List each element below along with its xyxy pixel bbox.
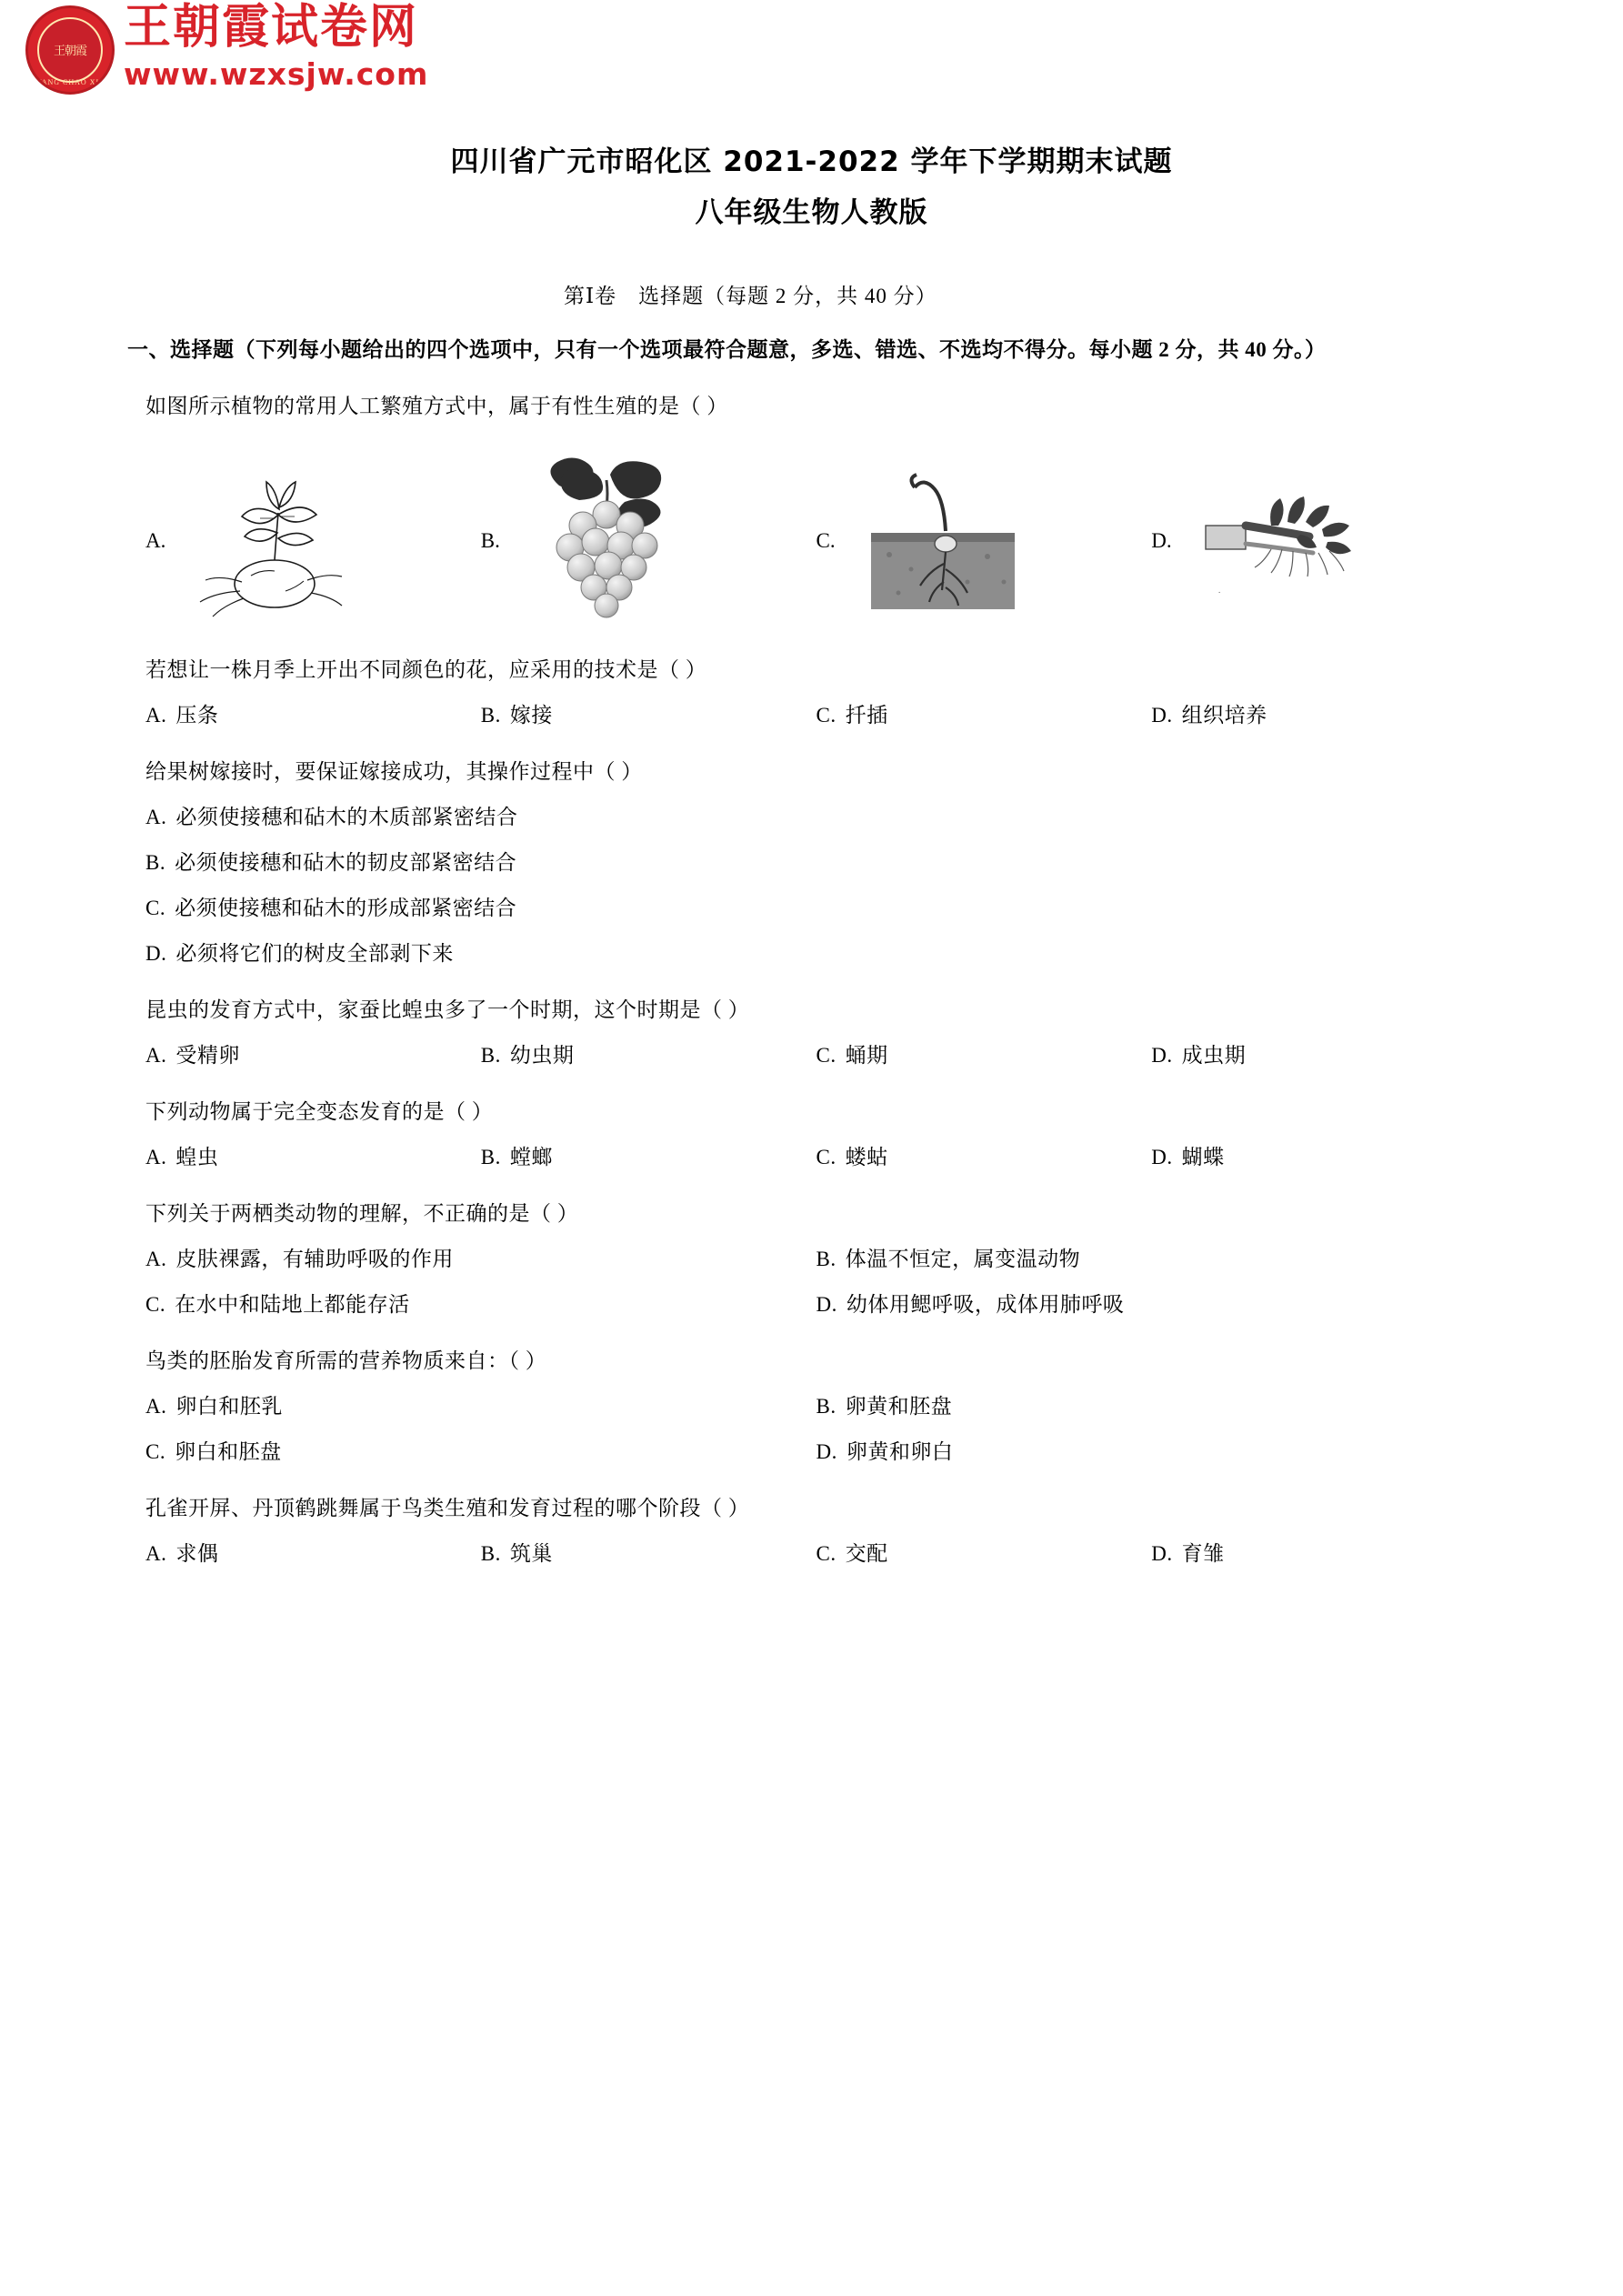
question-stem-6: 下列关于两栖类动物的理解，不正确的是（ ） bbox=[145, 1202, 579, 1225]
option-label: C. bbox=[145, 897, 166, 919]
svg-text:.: . bbox=[1218, 586, 1221, 595]
option-4-b[interactable] bbox=[481, 1033, 817, 1078]
paper-body bbox=[0, 275, 1623, 1591]
question-5-options bbox=[145, 1135, 1487, 1180]
option-label: D. bbox=[1151, 529, 1172, 552]
question-stem-3: 给果树嫁接时，要保证嫁接成功，其操作过程中（ ） bbox=[145, 760, 643, 783]
question-stem-2: 若想让一株月季上开出不同颜色的花，应采用的技术是（ ） bbox=[145, 658, 707, 681]
brand-seal-icon bbox=[25, 5, 115, 95]
option-text: 体温不恒定，属变温动物 bbox=[845, 1248, 1081, 1270]
option-text: 必须使接穗和砧木的木质部紧密结合 bbox=[175, 806, 518, 828]
option-label: A. bbox=[145, 529, 166, 552]
option-3-c[interactable] bbox=[145, 886, 1487, 931]
germinating-seed-in-soil-image bbox=[858, 455, 1027, 627]
option-text: 压条 bbox=[175, 704, 219, 727]
option-text: 幼虫期 bbox=[509, 1044, 575, 1067]
option-label: D. bbox=[1151, 1044, 1173, 1067]
option-text: 在水中和陆地上都能存活 bbox=[175, 1293, 410, 1316]
question-7-options-row1 bbox=[145, 1384, 1487, 1429]
question-1-image-options bbox=[145, 446, 1487, 637]
option-text: 卵白和胚乳 bbox=[175, 1395, 283, 1418]
site-logo-header bbox=[0, 0, 1623, 136]
option-label: D. bbox=[816, 1440, 837, 1463]
page-title: 四川省广元市昭化区 2021-2022 学年下学期期末试题 bbox=[450, 145, 1173, 178]
brand-url: www.wzxsjw.com bbox=[124, 56, 429, 92]
brand-seal-subtext: WANG CHAO XIA bbox=[35, 78, 105, 86]
option-text: 蛹期 bbox=[845, 1044, 888, 1067]
option-6-a[interactable] bbox=[145, 1237, 817, 1282]
option-4-a[interactable] bbox=[145, 1033, 481, 1078]
question-stem-1: 如图所示植物的常用人工繁殖方式中，属于有性生殖的是（ ） bbox=[145, 395, 728, 417]
option-3-b[interactable] bbox=[145, 840, 1487, 886]
grape-bunch-image bbox=[523, 455, 691, 627]
option-8-b[interactable] bbox=[481, 1531, 817, 1577]
seedling-from-tuber-image bbox=[187, 455, 356, 627]
option-2-d[interactable] bbox=[1151, 693, 1487, 738]
option-text: 成虫期 bbox=[1181, 1044, 1247, 1067]
question-6-options-row1 bbox=[145, 1237, 1487, 1282]
option-7-b[interactable] bbox=[817, 1384, 1488, 1429]
option-text: 必须将它们的树皮全部剥下来 bbox=[175, 942, 454, 965]
option-label: A. bbox=[145, 1146, 167, 1168]
option-8-d[interactable] bbox=[1151, 1531, 1487, 1577]
question-3-options bbox=[145, 795, 1487, 977]
option-text: 必须使接穗和砧木的形成部紧密结合 bbox=[175, 897, 517, 919]
question-stem-7: 鸟类的胚胎发育所需的营养物质来自：（ ） bbox=[145, 1349, 547, 1372]
option-text: 卵白和胚盘 bbox=[175, 1440, 282, 1463]
option-label: B. bbox=[480, 1146, 501, 1168]
option-label: C. bbox=[816, 704, 837, 727]
option-label: D. bbox=[816, 1293, 837, 1316]
question-2-options bbox=[145, 693, 1487, 738]
option-label: B. bbox=[816, 1248, 837, 1270]
question-7-options-row2 bbox=[145, 1429, 1487, 1475]
question-4-options bbox=[145, 1033, 1487, 1078]
option-label: A. bbox=[145, 806, 167, 828]
option-text: 卵黄和卵白 bbox=[846, 1440, 954, 1463]
option-1-a[interactable] bbox=[145, 455, 481, 627]
option-label: C. bbox=[816, 1542, 837, 1565]
brand-seal-text: 王朝霞 bbox=[37, 17, 103, 83]
option-label: A. bbox=[145, 1248, 167, 1270]
option-8-c[interactable] bbox=[817, 1531, 1152, 1577]
option-label: A. bbox=[145, 704, 167, 727]
option-label: B. bbox=[145, 851, 166, 874]
option-label: A. bbox=[145, 1542, 167, 1565]
option-text: 求偶 bbox=[175, 1542, 219, 1565]
option-1-b[interactable] bbox=[481, 455, 817, 627]
option-text: 筑巢 bbox=[509, 1542, 553, 1565]
option-2-b[interactable] bbox=[481, 693, 817, 738]
option-4-c[interactable] bbox=[817, 1033, 1152, 1078]
option-label: D. bbox=[145, 942, 167, 965]
question-stem-5: 下列动物属于完全变态发育的是（ ） bbox=[145, 1100, 494, 1123]
option-text: 蝼蛄 bbox=[845, 1146, 888, 1168]
option-5-b[interactable] bbox=[481, 1135, 817, 1180]
page-subtitle: 八年级生物人教版 bbox=[695, 196, 928, 229]
option-1-d[interactable] bbox=[1151, 455, 1487, 627]
option-5-c[interactable] bbox=[817, 1135, 1152, 1180]
option-label: C. bbox=[145, 1440, 166, 1463]
option-label: C. bbox=[816, 1146, 837, 1168]
option-label: B. bbox=[480, 529, 500, 552]
option-text: 组织培养 bbox=[1181, 704, 1267, 727]
option-label: D. bbox=[1151, 704, 1173, 727]
option-7-d[interactable] bbox=[817, 1429, 1488, 1475]
option-7-c[interactable] bbox=[145, 1429, 817, 1475]
option-2-c[interactable] bbox=[817, 693, 1152, 738]
option-7-a[interactable] bbox=[145, 1384, 817, 1429]
option-text: 嫁接 bbox=[509, 704, 553, 727]
option-label: C. bbox=[145, 1293, 166, 1316]
question-stem-4: 昆虫的发育方式中，家蚕比蝗虫多了一个时期，这个时期是（ ） bbox=[145, 998, 750, 1021]
option-2-a[interactable] bbox=[145, 693, 481, 738]
option-label: D. bbox=[1151, 1542, 1173, 1565]
option-text: 蝗虫 bbox=[175, 1146, 219, 1168]
option-text: 幼体用鳃呼吸，成体用肺呼吸 bbox=[846, 1293, 1125, 1316]
option-text: 受精卵 bbox=[175, 1044, 240, 1067]
option-8-a[interactable] bbox=[145, 1531, 481, 1577]
option-label: A. bbox=[145, 1044, 167, 1067]
option-text: 蝴蝶 bbox=[1181, 1146, 1225, 1168]
option-text: 育雏 bbox=[1181, 1542, 1225, 1565]
option-5-a[interactable] bbox=[145, 1135, 481, 1180]
option-text: 必须使接穗和砧木的韧皮部紧密结合 bbox=[175, 851, 517, 874]
option-label: D. bbox=[1151, 1146, 1173, 1168]
option-label: B. bbox=[480, 1542, 501, 1565]
option-text: 卵黄和胚盘 bbox=[845, 1395, 953, 1418]
option-1-c[interactable] bbox=[817, 455, 1152, 627]
option-6-d[interactable] bbox=[817, 1282, 1488, 1328]
option-label: C. bbox=[816, 1044, 837, 1067]
question-6-options-row2 bbox=[145, 1282, 1487, 1328]
question-stem-8: 孔雀开屏、丹顶鹤跳舞属于鸟类生殖和发育过程的哪个阶段（ ） bbox=[145, 1497, 750, 1519]
option-text: 皮肤裸露，有辅助呼吸的作用 bbox=[175, 1248, 454, 1270]
section-heading: 第Ⅰ卷 选择题（每题 2 分，共 40 分） bbox=[564, 285, 937, 307]
option-5-d[interactable] bbox=[1151, 1135, 1487, 1180]
option-6-b[interactable] bbox=[817, 1237, 1488, 1282]
option-4-d[interactable] bbox=[1151, 1033, 1487, 1078]
option-text: 扦插 bbox=[845, 704, 888, 727]
option-label: B. bbox=[480, 1044, 501, 1067]
option-3-d[interactable] bbox=[145, 931, 1487, 977]
option-3-a[interactable] bbox=[145, 795, 1487, 840]
option-label: C. bbox=[816, 529, 836, 552]
option-text: 交配 bbox=[845, 1542, 888, 1565]
option-label: B. bbox=[480, 704, 501, 727]
option-6-c[interactable] bbox=[145, 1282, 817, 1328]
brand-name: 王朝霞试卷网 bbox=[124, 0, 419, 55]
stem-cutting-with-sprouts-image bbox=[1193, 455, 1361, 627]
option-label: A. bbox=[145, 1395, 167, 1418]
option-text: 螳螂 bbox=[509, 1146, 553, 1168]
question-8-options bbox=[145, 1531, 1487, 1577]
section-instruction: 一、选择题（下列每小题给出的四个选项中，只有一个选项最符合题意，多选、错选、不选均不得分。每小题 2 分，共 40 分。） bbox=[127, 338, 1327, 361]
option-label: B. bbox=[816, 1395, 837, 1418]
